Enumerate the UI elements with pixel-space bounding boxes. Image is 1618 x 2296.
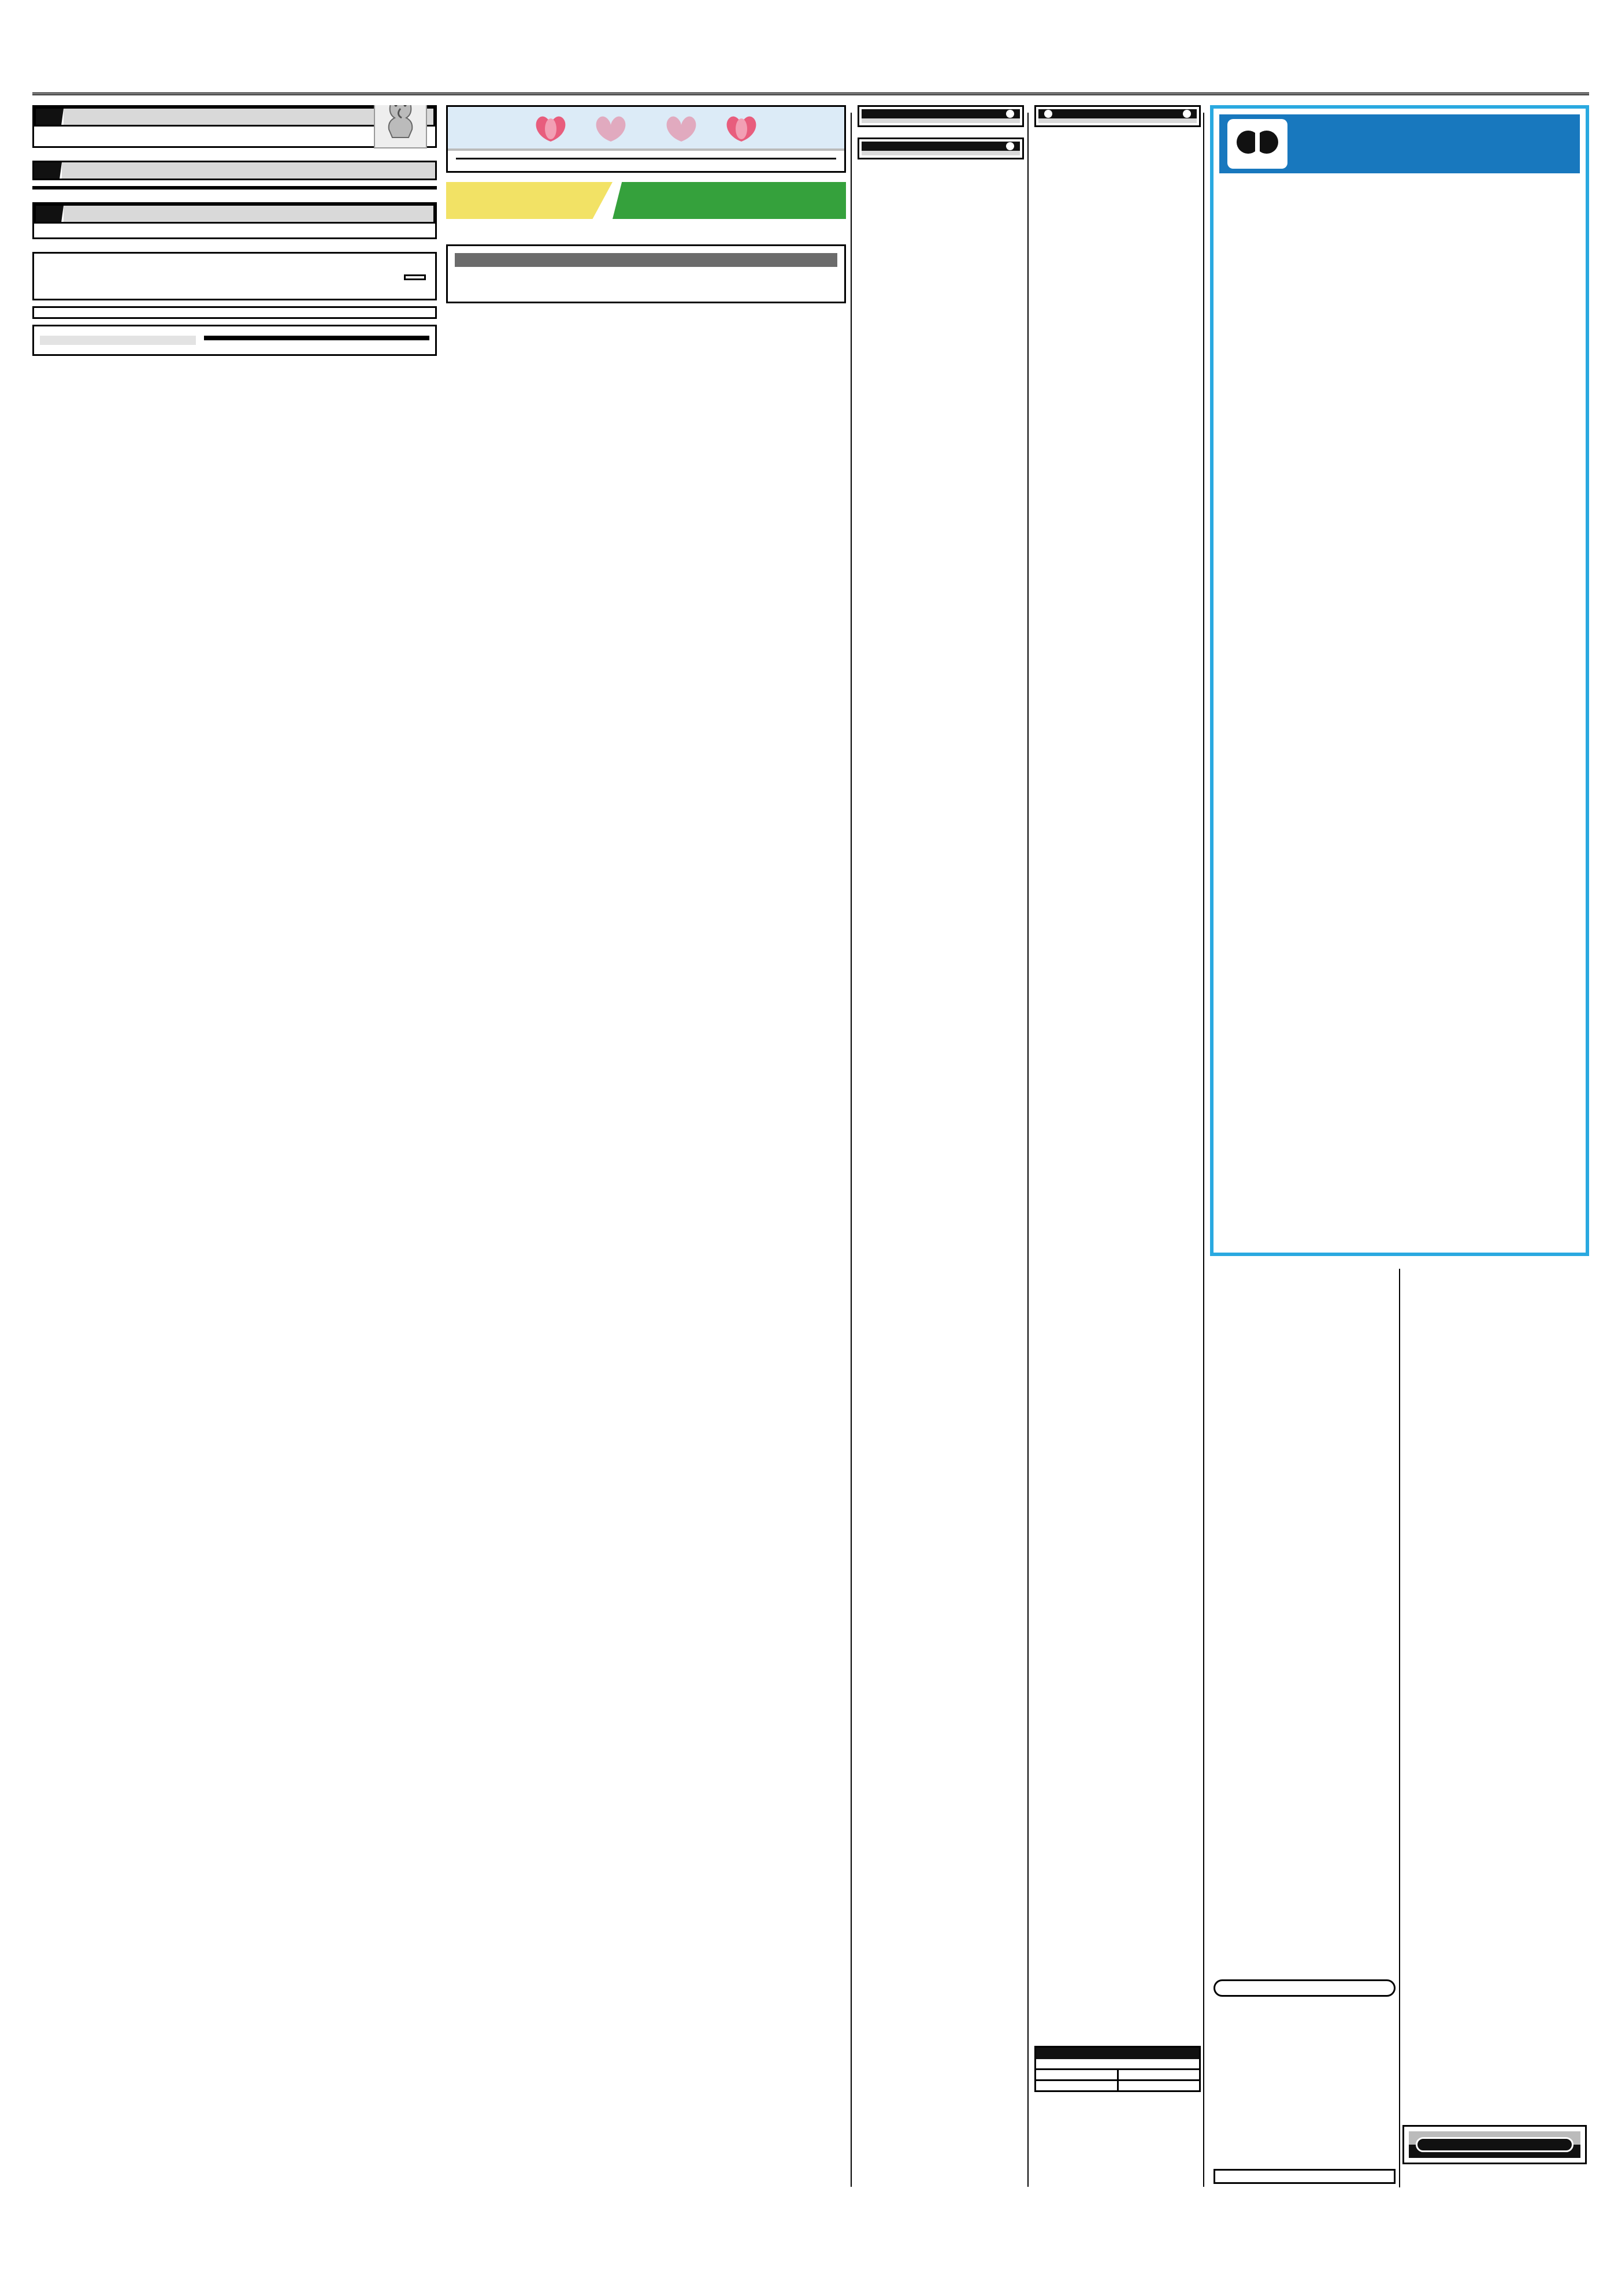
crossword-header (455, 253, 837, 267)
sudoku-header (32, 252, 437, 300)
kutch-obit-region (862, 109, 1020, 118)
roza-timetable (1034, 2046, 1201, 2092)
roza-col-iftar (1117, 2070, 1200, 2079)
roza-day-row (1036, 2059, 1199, 2070)
birthyear-section (32, 202, 437, 239)
column-rule (851, 113, 852, 2187)
kakuro-header (446, 182, 846, 219)
quotes-section (446, 105, 846, 173)
column-2 (446, 105, 846, 2193)
horoscope-header (32, 161, 437, 180)
sub-column-left (1210, 1269, 1399, 2187)
vaat-vaatma-banner (1219, 114, 1580, 173)
column-rule (1203, 113, 1204, 2187)
column-4 (1034, 105, 1201, 2193)
vaat-vaatma-feature (1210, 105, 1589, 1256)
lotus-icon (586, 113, 636, 143)
horoscope-author (62, 162, 435, 179)
quotes-contact (456, 158, 836, 171)
sudoku-rules-list (40, 336, 196, 345)
sudoku-grid-panel (32, 306, 437, 319)
imprint-english (1214, 2169, 1396, 2184)
horoscope-section (32, 161, 437, 190)
mumbai-obit-word (862, 151, 1020, 155)
kutch-obit-header (858, 105, 1024, 127)
sub-column-right (1399, 1269, 1589, 2187)
birthyear-title (36, 206, 64, 222)
sudoku-author (40, 345, 196, 348)
quotes-banner (448, 107, 844, 151)
horoscope-title (34, 162, 62, 179)
saurashtra-obit-region (1038, 109, 1197, 118)
panchang-section (32, 105, 437, 148)
classified-box (1402, 2125, 1587, 2164)
roza-title (1036, 2048, 1199, 2059)
column-rule (1027, 113, 1029, 2187)
kutch-obit-word (862, 118, 1020, 123)
birthyear-header (34, 204, 435, 224)
roza-col-seheri (1036, 2070, 1117, 2079)
sudoku-rules-section (32, 325, 437, 356)
column-3 (858, 105, 1024, 2193)
roza-seheri-time (1036, 2081, 1117, 2090)
kakuro-title (446, 182, 613, 219)
birthyear-date (64, 206, 433, 222)
zodiac-rows (32, 186, 437, 190)
sudoku-solution-caption (204, 336, 429, 340)
page-masthead (32, 35, 1589, 95)
talking-faces-icon (1227, 119, 1287, 169)
lotus-icon (656, 113, 706, 143)
sudoku-serial (404, 274, 426, 280)
column-1 (32, 105, 437, 2193)
imprint-gujarati (1214, 1979, 1396, 1997)
classified-title (1416, 2137, 1574, 2152)
saurashtra-obit-header (1034, 105, 1201, 127)
saurashtra-obit-word (1038, 118, 1197, 123)
ganesh-image (374, 105, 427, 148)
panchang-title (36, 109, 64, 125)
column-5 (1210, 105, 1589, 2193)
roza-iftar-time (1117, 2081, 1200, 2090)
lotus-icon (526, 113, 576, 143)
lotus-icon (717, 113, 766, 143)
mumbai-obit-region (862, 142, 1020, 151)
crossword-section (446, 244, 846, 303)
mumbai-obit-header (858, 138, 1024, 159)
